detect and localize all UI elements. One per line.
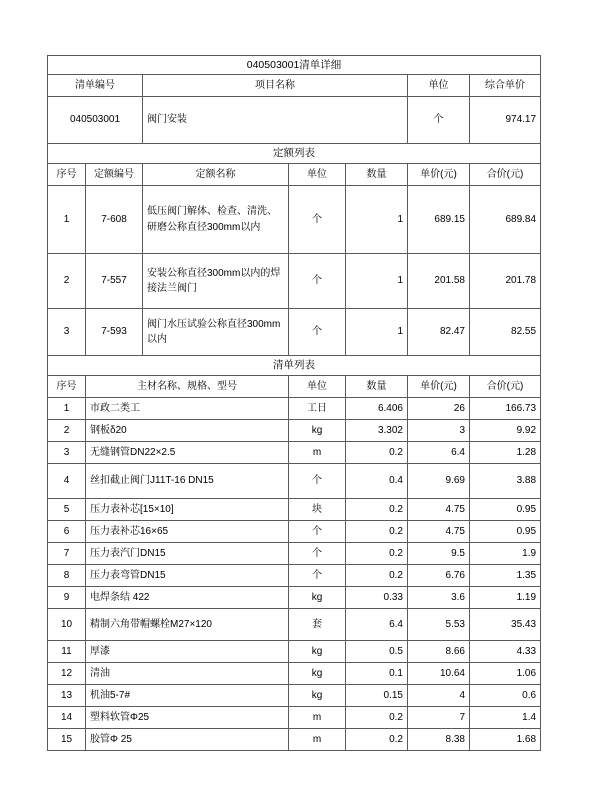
cell-unit-price: 9.5	[408, 543, 470, 565]
cell-total-price: 1.28	[470, 442, 541, 464]
doc-title: 040503001清单详细	[48, 56, 541, 75]
cell-material-name: 无缝钢管DN22×2.5	[86, 442, 289, 464]
cell-material-name: 压力表汽门DN15	[86, 543, 289, 565]
cell-quantity: 0.2	[346, 707, 408, 729]
cell-unit-price: 3	[408, 420, 470, 442]
cell-seq: 3	[48, 309, 86, 356]
cell-quantity: 6.4	[346, 609, 408, 641]
cell-quantity: 3.302	[346, 420, 408, 442]
cell-total-price: 9.92	[470, 420, 541, 442]
cell-seq: 10	[48, 609, 86, 641]
cell-quantity: 1	[346, 186, 408, 254]
cell-material-name: 电焊条结 422	[86, 587, 289, 609]
cell-total-price: 166.73	[470, 398, 541, 420]
cell-material-name: 精制六角带帽螺栓M27×120	[86, 609, 289, 641]
cell-unit-price: 26	[408, 398, 470, 420]
cell-quantity: 0.33	[346, 587, 408, 609]
cell-unit-price: 82.47	[408, 309, 470, 356]
cell-quota-code: 7-557	[86, 254, 143, 309]
cell-unit: 个	[289, 186, 346, 254]
list-row	[48, 707, 541, 729]
cell-unit: 个	[289, 254, 346, 309]
cell-quantity: 0.1	[346, 663, 408, 685]
cell-unit: 个	[289, 543, 346, 565]
cell-seq: 13	[48, 685, 86, 707]
cell-total-price: 1.19	[470, 587, 541, 609]
quota-section-title: 定额列表	[48, 144, 541, 164]
cell-unit-price: 5.53	[408, 609, 470, 641]
list-row	[48, 398, 541, 420]
cell-total-price: 82.55	[470, 309, 541, 356]
list-row	[48, 641, 541, 663]
list-row	[48, 521, 541, 543]
list-row	[48, 609, 541, 641]
summary-section	[48, 56, 541, 144]
cell-material-name: 胶管Φ 25	[86, 729, 289, 751]
cell-unit: kg	[289, 420, 346, 442]
cell-quota-name: 阀门水压试验公称直径300mm以内	[143, 309, 289, 356]
cell-seq: 2	[48, 420, 86, 442]
cell-seq: 5	[48, 499, 86, 521]
cell-material-name: 塑料软管Φ25	[86, 707, 289, 729]
cell-seq: 3	[48, 442, 86, 464]
cell-quantity: 0.2	[346, 442, 408, 464]
col-header-material-name: 主材名称、规格、型号	[86, 376, 289, 398]
cell-material-name: 机油5-7#	[86, 685, 289, 707]
cell-unit-price: 4.75	[408, 499, 470, 521]
list-row	[48, 543, 541, 565]
quota-row	[48, 254, 541, 309]
cell-unit-price: 4.75	[408, 521, 470, 543]
cell-unit: 个	[289, 565, 346, 587]
cell-unit: m	[289, 707, 346, 729]
cell-unit: m	[289, 442, 346, 464]
col-header-unit: 单位	[289, 164, 346, 186]
cell-unit-price: 9.69	[408, 464, 470, 499]
cell-seq: 11	[48, 641, 86, 663]
cell-seq: 14	[48, 707, 86, 729]
cell-total-price: 3.88	[470, 464, 541, 499]
col-header-unit-price: 单价(元)	[408, 376, 470, 398]
col-header-quantity: 数量	[346, 376, 408, 398]
cell-seq: 1	[48, 398, 86, 420]
cell-item-name: 阀门安装	[143, 97, 408, 144]
cell-unit: m	[289, 729, 346, 751]
cell-unit-price: 10.64	[408, 663, 470, 685]
cell-material-name: 丝扣截止阀门J11T-16 DN15	[86, 464, 289, 499]
cell-total-price: 0.6	[470, 685, 541, 707]
col-header-quota-code: 定额编号	[86, 164, 143, 186]
cell-seq: 15	[48, 729, 86, 751]
col-header-unit: 单位	[408, 75, 470, 97]
cell-unit-price: 6.76	[408, 565, 470, 587]
table-row	[48, 56, 541, 75]
cell-unit-price: 8.66	[408, 641, 470, 663]
cell-quantity: 0.2	[346, 543, 408, 565]
cell-quota-name: 低压阀门解体、检查、清洗、研磨公称直径300mm以内	[143, 186, 289, 254]
cell-material-name: 清油	[86, 663, 289, 685]
col-header-total-price: 合价(元)	[470, 164, 541, 186]
cell-quantity: 0.2	[346, 565, 408, 587]
cell-material-name: 市政二类工	[86, 398, 289, 420]
cell-unit: kg	[289, 663, 346, 685]
table-row	[48, 75, 541, 97]
cell-unit: 个	[289, 521, 346, 543]
cell-quantity: 0.2	[346, 521, 408, 543]
cell-seq: 12	[48, 663, 86, 685]
list-row	[48, 420, 541, 442]
cell-unit-price: 201.58	[408, 254, 470, 309]
col-header-item-name: 项目名称	[143, 75, 408, 97]
cell-seq: 7	[48, 543, 86, 565]
cell-material-name: 厚漆	[86, 641, 289, 663]
cell-seq: 6	[48, 521, 86, 543]
cell-unit: 个	[289, 309, 346, 356]
cell-seq: 1	[48, 186, 86, 254]
cell-material-name: 压力表补芯16×65	[86, 521, 289, 543]
detail-sheet-table	[47, 55, 541, 751]
cell-seq: 2	[48, 254, 86, 309]
cell-total-price: 689.84	[470, 186, 541, 254]
cell-total-price: 4.33	[470, 641, 541, 663]
cell-comprehensive-price: 974.17	[470, 97, 541, 144]
cell-total-price: 0.95	[470, 499, 541, 521]
cell-unit: 套	[289, 609, 346, 641]
list-row	[48, 663, 541, 685]
cell-list-code: 040503001	[48, 97, 143, 144]
cell-unit-price: 689.15	[408, 186, 470, 254]
cell-quantity: 0.2	[346, 499, 408, 521]
cell-unit: 个	[289, 464, 346, 499]
cell-unit: kg	[289, 587, 346, 609]
list-row	[48, 464, 541, 499]
table-row	[48, 164, 541, 186]
cell-total-price: 35.43	[470, 609, 541, 641]
cell-quantity: 1	[346, 254, 408, 309]
cell-seq: 9	[48, 587, 86, 609]
material-list-section	[48, 356, 541, 751]
cell-unit: 个	[408, 97, 470, 144]
table-row	[48, 356, 541, 376]
cell-unit-price: 6.4	[408, 442, 470, 464]
col-header-comprehensive-price: 综合单价	[470, 75, 541, 97]
list-row	[48, 729, 541, 751]
col-header-list-code: 清单编号	[48, 75, 143, 97]
cell-unit-price: 7	[408, 707, 470, 729]
cell-total-price: 1.68	[470, 729, 541, 751]
quota-row	[48, 186, 541, 254]
col-header-seq: 序号	[48, 376, 86, 398]
cell-quantity: 0.5	[346, 641, 408, 663]
list-section-title: 清单列表	[48, 356, 541, 376]
cell-unit-price: 4	[408, 685, 470, 707]
cell-unit-price: 3.6	[408, 587, 470, 609]
col-header-total-price: 合价(元)	[470, 376, 541, 398]
cell-unit: kg	[289, 685, 346, 707]
list-row	[48, 499, 541, 521]
cell-unit: 块	[289, 499, 346, 521]
list-row	[48, 685, 541, 707]
cell-material-name: 压力表补芯[15×10]	[86, 499, 289, 521]
table-row	[48, 376, 541, 398]
cell-unit: 工日	[289, 398, 346, 420]
cell-total-price: 1.35	[470, 565, 541, 587]
col-header-unit-price: 单价(元)	[408, 164, 470, 186]
cell-quantity: 0.4	[346, 464, 408, 499]
list-row	[48, 565, 541, 587]
cell-quota-code: 7-608	[86, 186, 143, 254]
list-row	[48, 587, 541, 609]
cell-material-name: 压力表弯管DN15	[86, 565, 289, 587]
cell-quantity: 0.15	[346, 685, 408, 707]
list-row	[48, 442, 541, 464]
cell-total-price: 201.78	[470, 254, 541, 309]
cell-total-price: 1.4	[470, 707, 541, 729]
cell-quantity: 1	[346, 309, 408, 356]
cell-seq: 8	[48, 565, 86, 587]
col-header-unit: 单位	[289, 376, 346, 398]
col-header-seq: 序号	[48, 164, 86, 186]
table-row	[48, 144, 541, 164]
cell-quantity: 0.2	[346, 729, 408, 751]
cell-quantity: 6.406	[346, 398, 408, 420]
cell-unit-price: 8.38	[408, 729, 470, 751]
cell-total-price: 1.06	[470, 663, 541, 685]
summary-row	[48, 97, 541, 144]
cell-material-name: 钢板δ20	[86, 420, 289, 442]
quota-row	[48, 309, 541, 356]
col-header-quantity: 数量	[346, 164, 408, 186]
cell-seq: 4	[48, 464, 86, 499]
cell-quota-name: 安装公称直径300mm以内的焊接法兰阀门	[143, 254, 289, 309]
quota-section	[48, 144, 541, 356]
cell-total-price: 0.95	[470, 521, 541, 543]
cell-total-price: 1.9	[470, 543, 541, 565]
col-header-quota-name: 定额名称	[143, 164, 289, 186]
cell-quota-code: 7-593	[86, 309, 143, 356]
cell-unit: kg	[289, 641, 346, 663]
